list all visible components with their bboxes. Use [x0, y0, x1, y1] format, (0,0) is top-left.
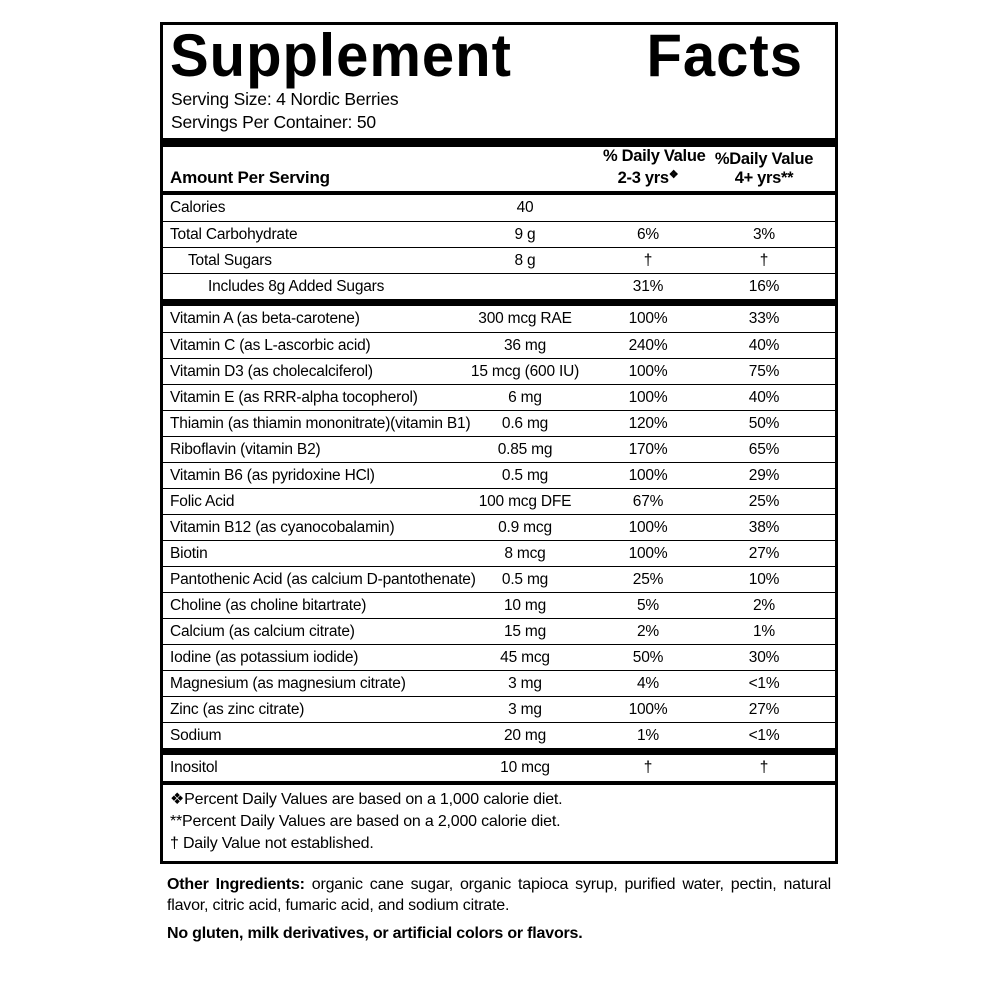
dv-2-3yrs: 4% — [636, 674, 659, 692]
header-dv-4plus-yrs — [693, 150, 835, 188]
nutrient-amount: 9 g — [514, 225, 536, 243]
table-row — [163, 644, 835, 670]
nutrient-amount: 8 mcg — [504, 544, 546, 562]
nutrient-amount: 40 — [516, 199, 534, 216]
nutrient-name: Folic Acid — [170, 492, 235, 510]
section-divider — [163, 299, 835, 306]
nutrient-name: Choline (as choline bitartrate) — [170, 596, 367, 614]
other-ingredients — [167, 874, 831, 916]
dv-2-3yrs: 100% — [628, 544, 668, 562]
table-row — [163, 332, 835, 358]
dv-2-3yrs: 5% — [636, 596, 659, 614]
table-row — [163, 436, 835, 462]
dv-4plus-yrs: 38% — [748, 518, 780, 536]
dv-2-3yrs: † — [643, 251, 653, 269]
dv-2-3yrs: 100% — [628, 466, 668, 484]
nutrient-amount: 0.6 mg — [501, 414, 549, 432]
nutrient-name: Vitamin D3 (as cholecalciferol) — [170, 362, 373, 380]
serving-size: Serving Size: 4 Nordic Berries — [171, 89, 399, 109]
footnotes — [163, 785, 835, 857]
dv-4plus-yrs: <1% — [748, 726, 780, 744]
nutrient-amount: 0.85 mg — [497, 440, 553, 458]
nutrient-name: Magnesium (as magnesium citrate) — [170, 674, 406, 692]
footnote-line: † Daily Value not established. — [170, 835, 374, 852]
nutrient-name: Thiamin (as thiamin mononitrate)(vitamin B1) — [170, 414, 471, 432]
nutrient-name: Calories — [170, 199, 226, 216]
panel-title — [163, 21, 835, 90]
header-amount-per-serving: Amount Per Serving — [170, 168, 330, 187]
table-row — [163, 195, 835, 221]
dv-4plus-yrs: 27% — [748, 544, 780, 562]
nutrient-amount: 0.5 mg — [501, 466, 549, 484]
table-row — [163, 462, 835, 488]
dv-2-3yrs: 6% — [636, 225, 659, 243]
dv-2-3yrs: 31% — [632, 277, 664, 295]
footnote-line: ❖Percent Daily Values are based on a 1,000 calorie diet. — [170, 791, 563, 808]
dv-2-3yrs: 25% — [632, 570, 664, 588]
other-ingredients-text: organic cane sugar, organic tapioca syrup, purified water, pectin, natural flavor, citric acid, fumaric acid, and sodium citrate. — [167, 876, 831, 914]
table-row — [163, 696, 835, 722]
dv-2-3yrs: 100% — [628, 518, 668, 536]
table-row — [163, 488, 835, 514]
nutrient-table — [163, 195, 835, 785]
nutrient-name: Includes 8g Added Sugars — [208, 277, 385, 295]
below-box-text — [160, 864, 838, 943]
dv-4plus-yrs: 75% — [748, 362, 780, 380]
table-row — [163, 410, 835, 436]
nutrient-amount: 6 mg — [508, 388, 542, 406]
nutrient-name: Biotin — [170, 544, 208, 562]
dv-4plus-yrs: 40% — [748, 336, 780, 354]
dv-4plus-yrs: † — [759, 759, 769, 776]
dv-4plus-yrs: 33% — [748, 310, 780, 327]
serving-info — [163, 82, 835, 134]
header-dv1-line1: % Daily Value — [603, 147, 706, 165]
table-row — [163, 384, 835, 410]
nutrient-name: Total Carbohydrate — [170, 225, 298, 243]
dv-2-3yrs: 120% — [628, 414, 668, 432]
table-row — [163, 273, 835, 299]
table-row — [163, 514, 835, 540]
dv-2-3yrs: 67% — [632, 492, 664, 510]
nutrient-name: Inositol — [170, 759, 218, 776]
nutrient-amount: 20 mg — [503, 726, 547, 744]
table-row — [163, 722, 835, 748]
dv-2-3yrs: 1% — [636, 726, 659, 744]
supplement-facts-label — [160, 22, 838, 943]
nutrient-amount: 0.9 mcg — [498, 518, 552, 536]
header-dv-2-3yrs — [603, 147, 706, 188]
dv-2-3yrs: 100% — [628, 362, 668, 380]
no-claims-statement: No gluten, milk derivatives, or artificial colors or flavors. — [167, 925, 583, 942]
nutrient-name: Sodium — [170, 726, 222, 744]
footnote-line: **Percent Daily Values are based on a 2,000 calorie diet. — [170, 813, 561, 830]
dv-2-3yrs: 50% — [632, 648, 664, 666]
dv-2-3yrs: 2% — [636, 622, 659, 640]
nutrient-name: Vitamin C (as L-ascorbic acid) — [170, 336, 371, 354]
section-divider — [163, 748, 835, 755]
header-dv1-line2: 2-3 yrs — [617, 169, 669, 187]
table-header-row — [163, 147, 835, 195]
nutrient-name: Pantothenic Acid (as calcium D-pantothenate) — [170, 570, 476, 588]
dv-4plus-yrs: 40% — [748, 388, 780, 406]
table-row — [163, 618, 835, 644]
header-dv2-line1: %Daily Value — [714, 150, 814, 168]
dv-4plus-yrs: 30% — [748, 648, 780, 666]
dv-4plus-yrs: 27% — [748, 700, 780, 718]
nutrient-name: Zinc (as zinc citrate) — [170, 700, 305, 718]
dv-4plus-yrs: 65% — [748, 440, 780, 458]
other-ingredients-label: Other Ingredients: — [167, 876, 305, 893]
table-row — [163, 566, 835, 592]
table-row — [163, 540, 835, 566]
dv-4plus-yrs: 29% — [748, 466, 780, 484]
header-dv2-line2: 4+ yrs** — [734, 169, 794, 187]
nutrient-name: Iodine (as potassium iodide) — [170, 648, 359, 666]
nutrient-name: Calcium (as calcium citrate) — [170, 622, 355, 640]
nutrient-amount: 0.5 mg — [501, 570, 549, 588]
nutrient-amount: 100 mcg DFE — [478, 492, 572, 510]
dv-2-3yrs: 240% — [628, 336, 668, 354]
section-divider-top — [163, 138, 835, 147]
nutrient-amount: 45 mcg — [500, 648, 550, 666]
table-row — [163, 221, 835, 247]
nutrient-amount: 3 mg — [508, 700, 542, 718]
nutrient-amount: 15 mg — [503, 622, 547, 640]
nutrient-amount: 15 mcg (600 IU) — [470, 362, 580, 380]
club-symbol: ❖ — [668, 169, 679, 181]
dv-4plus-yrs: 16% — [748, 277, 780, 295]
dv-4plus-yrs: 10% — [748, 570, 780, 588]
dv-4plus-yrs: 50% — [748, 414, 780, 432]
title-word-facts: Facts — [646, 21, 803, 90]
nutrient-amount: 3 mg — [508, 674, 542, 692]
servings-per-container: Servings Per Container: 50 — [171, 112, 376, 132]
nutrient-name: Vitamin B12 (as cyanocobalamin) — [170, 518, 395, 536]
title-word-supplement: Supplement — [170, 21, 512, 90]
nutrient-amount: 8 g — [514, 251, 536, 269]
dv-4plus-yrs: 25% — [748, 492, 780, 510]
nutrient-name: Total Sugars — [188, 251, 272, 269]
nutrient-amount: 10 mg — [503, 596, 547, 614]
nutrient-name: Vitamin A (as beta-carotene) — [170, 310, 360, 327]
dv-2-3yrs: 170% — [628, 440, 668, 458]
nutrient-amount: 300 mcg RAE — [478, 310, 572, 327]
dv-4plus-yrs: 1% — [752, 622, 775, 640]
dv-4plus-yrs: † — [759, 251, 769, 269]
dv-2-3yrs: 100% — [628, 388, 668, 406]
table-row — [163, 755, 835, 781]
dv-4plus-yrs: <1% — [748, 674, 780, 692]
table-row — [163, 247, 835, 273]
supplement-facts-panel — [160, 22, 838, 864]
dv-4plus-yrs: 3% — [752, 225, 775, 243]
nutrient-name: Riboflavin (vitamin B2) — [170, 440, 321, 458]
nutrient-name: Vitamin B6 (as pyridoxine HCl) — [170, 466, 375, 484]
dv-2-3yrs: 100% — [628, 310, 668, 327]
table-row — [163, 670, 835, 696]
table-row — [163, 358, 835, 384]
table-row — [163, 306, 835, 332]
dv-2-3yrs: † — [643, 759, 653, 776]
table-row — [163, 592, 835, 618]
dv-4plus-yrs: 2% — [752, 596, 775, 614]
nutrient-amount: 10 mcg — [500, 759, 550, 776]
dv-2-3yrs: 100% — [628, 700, 668, 718]
nutrient-amount: 36 mg — [503, 336, 547, 354]
nutrient-name: Vitamin E (as RRR-alpha tocopherol) — [170, 388, 418, 406]
